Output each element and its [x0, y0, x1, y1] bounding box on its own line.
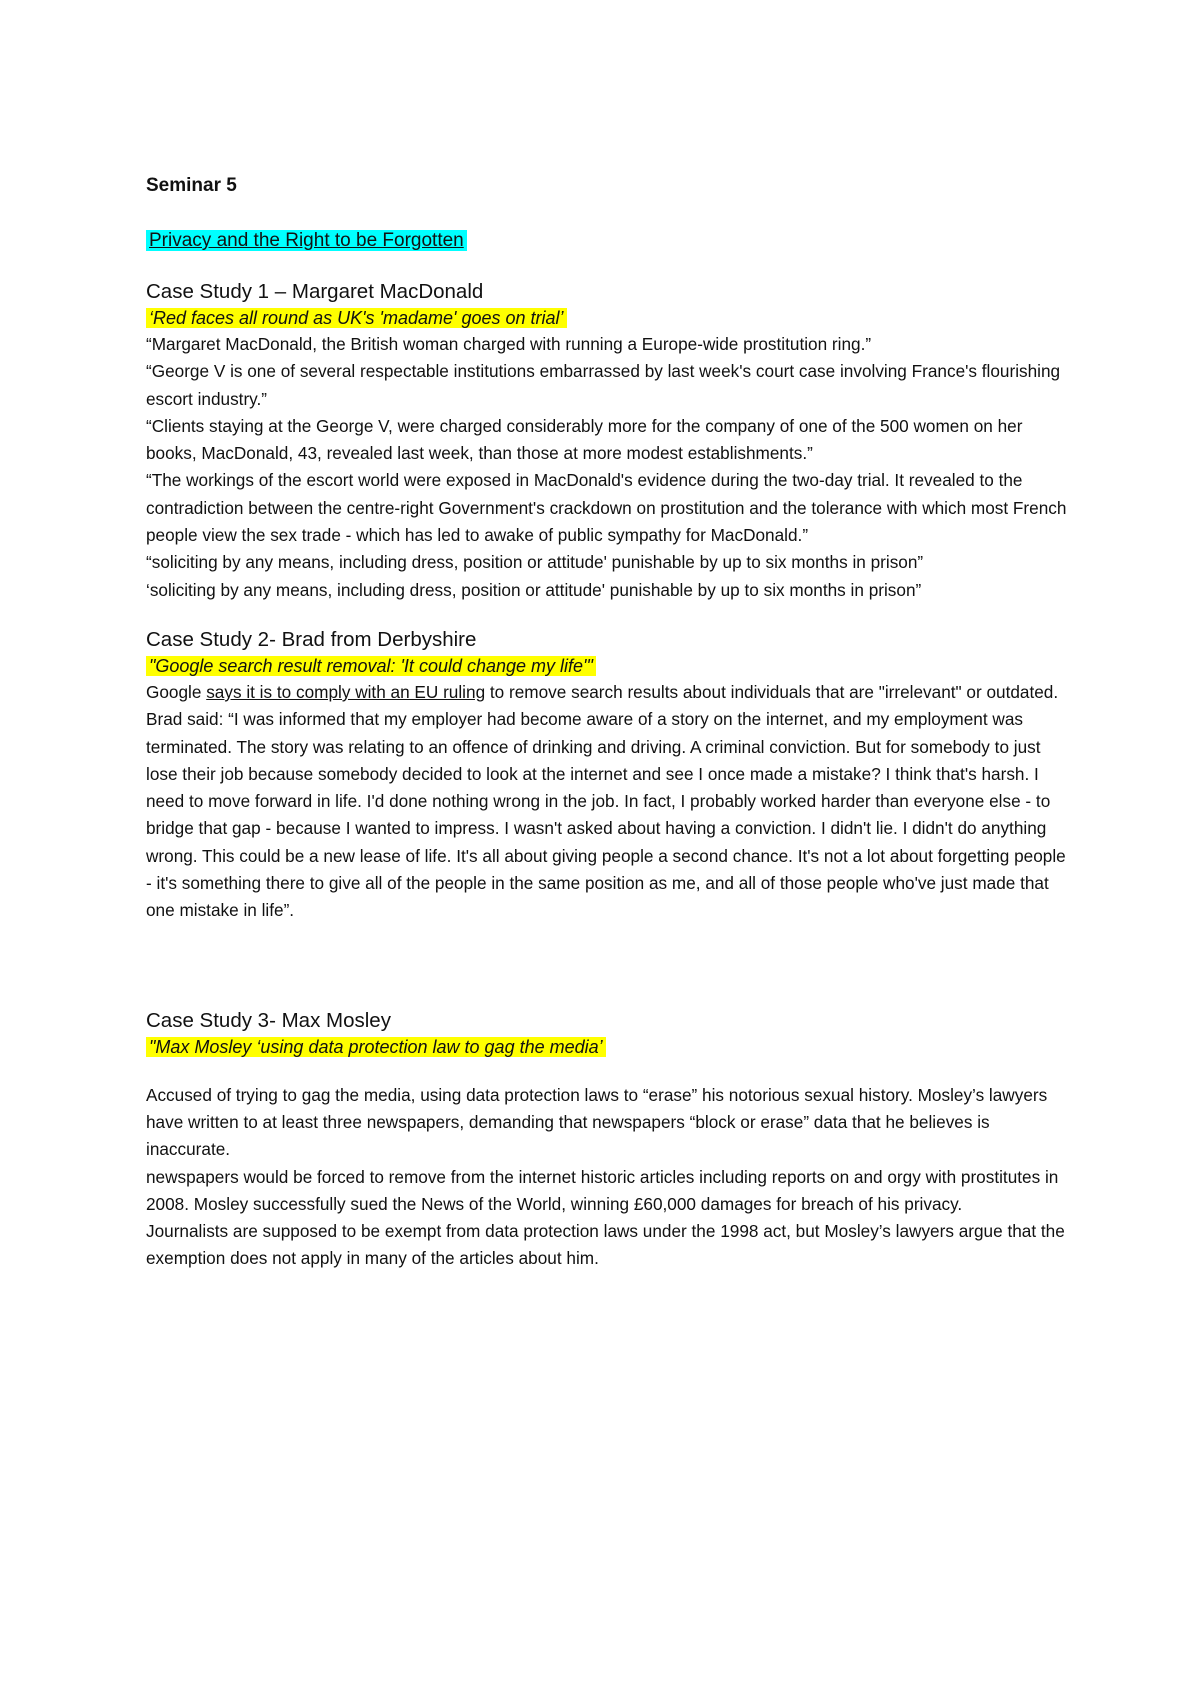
case-study-3-paragraph: Journalists are supposed to be exempt from data protection laws under the 1998 act, but Mosley’s lawyers argue that the exemption does not apply in many of the articles about him.: [146, 1221, 1065, 1269]
case-study-1-paragraph: “The workings of the escort world were exposed in MacDonald's evidence during the two-day trial. It revealed to the contradiction between the centre-right Government's crackdown on prostitution and the tolerance with which most French people view the sex trade - which has led to awake of public sympathy for MacDonald.”: [146, 470, 1067, 546]
case-study-2-headline: [146, 653, 1076, 679]
case-study-1-paragraph: “soliciting by any means, including dress, position or attitude' punishable by up to six months in prison”: [146, 552, 924, 573]
case-study-2-body-rest: to remove search results about individuals that are "irrelevant" or outdated. Brad said: “I was informed that my employer had become aware of a story on the internet, and my employment was terminated. The story was relating to an offence of drinking and driving. A criminal conviction. But for somebody to just lose their job because somebody decided to look at the internet and see I once made a mistake? I think that's harsh. I need to move forward in life. I'd done nothing wrong in the job. In fact, I probably worked harder than everyone else - to bridge that gap - because I wanted to impress. I wasn't asked about having a conviction. I didn't lie. I didn't do anything wrong. This could be a new lease of life. It's all about giving people a second chance. It's not a lot about forgetting people - it's something there to give all of the people in the same position as me, and all of those people who've just made that one mistake in life”.: [146, 681, 1066, 921]
case-study-1-paragraph: “Margaret MacDonald, the British woman charged with running a Europe-wide prostitution ring.”: [146, 334, 872, 354]
case-study-1-paragraph: ‘soliciting by any means, including dress, position or attitude' punishable by up to six months in prison”: [146, 579, 922, 600]
case-study-1-paragraph: “George V is one of several respectable institutions embarrassed by last week's court case involving France's flourishing escort industry.”: [146, 361, 1061, 409]
case-study-2-title: Case Study 2- Brad from Derbyshire: [146, 627, 477, 651]
seminar-title: Seminar 5: [146, 175, 237, 196]
document-page: [146, 174, 1076, 1273]
case-study-3-title: Case Study 3- Max Mosley: [146, 1008, 391, 1032]
case-study-1-headline: [146, 305, 1076, 331]
case-study-3: [146, 1007, 1076, 1273]
case-study-1: [146, 278, 1076, 604]
case-study-3-paragraph: Accused of trying to gag the media, using data protection laws to “erase” his notorious sexual history. Mosley’s lawyers have written to at least three newspapers, demanding that newspapers “block or erase” data that he believes is inaccurate.: [146, 1084, 1048, 1160]
case-study-1-title: Case Study 1 – Margaret MacDonald: [146, 280, 484, 303]
case-study-3-headline-text: "Max Mosley ‘using data protection law to gag the media’: [146, 1037, 606, 1057]
case-study-1-paragraph: “Clients staying at the George V, were charged considerably more for the company of one of the 500 women on her books, MacDonald, 43, revealed last week, than those at more modest establishments.”: [146, 415, 1023, 464]
case-study-2: [146, 626, 1076, 925]
case-study-2-body-start: Google: [146, 681, 207, 702]
case-study-2-body: [146, 679, 1076, 925]
topic-title-text: Privacy and the Right to be Forgotten: [146, 230, 467, 251]
eu-ruling-link[interactable]: says it is to comply with an EU ruling: [206, 681, 486, 702]
case-study-1-headline-text: ‘Red faces all round as UK's 'madame' goes on trial’: [146, 308, 567, 328]
topic-title: [146, 228, 1076, 254]
case-study-3-paragraph: newspapers would be forced to remove from the internet historic articles including reports on and orgy with prostitutes in 2008. Mosley successfully sued the News of the World, winning £60,000 damages for breach of his privacy.: [146, 1166, 1059, 1214]
case-study-2-headline-text: "Google search result removal: 'It could change my life'": [146, 656, 596, 676]
case-study-3-headline: [146, 1034, 1076, 1060]
